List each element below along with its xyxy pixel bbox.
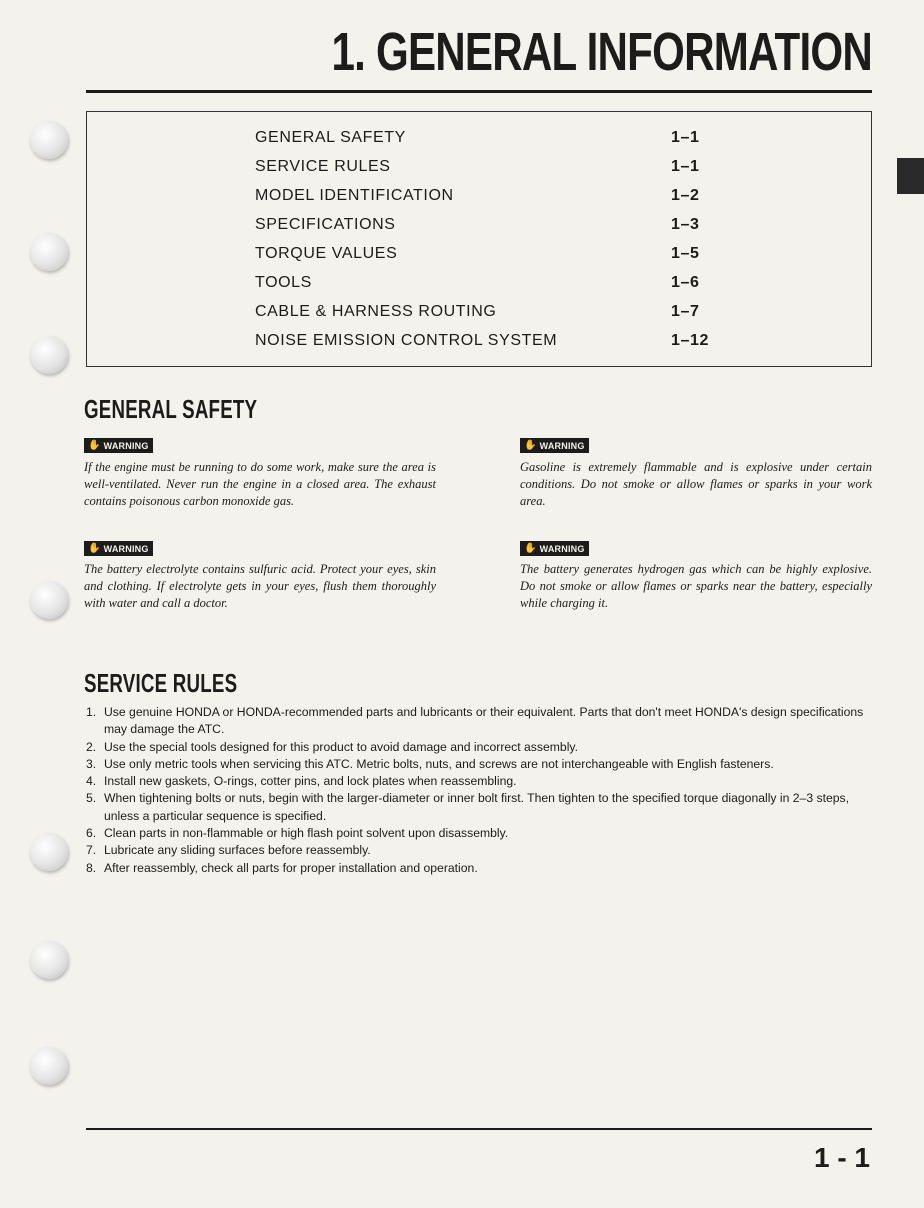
warning-badge (84, 541, 153, 556)
list-item-text: Clean parts in non-flammable or high flash point solvent upon disassembly. (104, 826, 509, 841)
service-rules-heading: SERVICE RULES (84, 668, 238, 698)
warning-label: WARNING (539, 440, 585, 451)
warning-label: WARNING (103, 440, 149, 451)
list-item-text: Use only metric tools when servicing this ATC. Metric bolts, nuts, and screws are not interchangeable with English fasteners. (104, 756, 774, 771)
punch-hole (30, 1047, 68, 1085)
toc-page: 1–2 (671, 187, 700, 204)
toc-label: TOOLS (255, 274, 312, 291)
list-item (86, 704, 886, 739)
toc-row (255, 332, 725, 358)
hand-warning-icon: ✋ (524, 542, 537, 554)
list-item (86, 860, 886, 877)
punch-hole (30, 121, 68, 159)
toc-page: 1–7 (671, 303, 700, 320)
chapter-edge-tab (897, 158, 924, 194)
list-item-number: 8. (86, 860, 97, 875)
warning-badge (84, 438, 153, 453)
warning-label: WARNING (103, 543, 149, 554)
toc-page: 1–1 (671, 129, 700, 146)
list-item-text: Lubricate any sliding surfaces before reassembly. (104, 843, 371, 858)
punch-hole (30, 581, 68, 619)
punch-hole (30, 833, 68, 871)
list-item-number: 1. (86, 705, 97, 719)
punch-hole (30, 941, 68, 979)
list-item (86, 756, 886, 773)
toc-row (255, 303, 725, 329)
footer-divider (86, 1128, 872, 1130)
warning-text: The battery generates hydrogen gas which can be highly explosive. Do not smoke or allow flames or sparks near the battery, especially while charging it. (520, 562, 872, 610)
hand-warning-icon: ✋ (524, 439, 537, 451)
punch-hole (30, 336, 68, 374)
list-item (86, 773, 886, 790)
hand-warning-icon: ✋ (88, 542, 101, 554)
toc-label: GENERAL SAFETY (255, 129, 406, 146)
page-number: 1 - 1 (813, 1142, 870, 1173)
toc-label: SERVICE RULES (255, 158, 391, 175)
punch-hole (30, 233, 68, 271)
warning-badge (520, 541, 589, 556)
list-item-text: Use the special tools designed for this product to avoid damage and incorrect assembly. (104, 739, 578, 754)
list-item-number: 5. (86, 791, 97, 806)
list-item-text: When tightening bolts or nuts, begin with the larger-diameter or inner bolt first. Then tighten to the specified torque diagonally in 2–3 steps, unless a particular sequence is specified. (104, 791, 850, 823)
list-item (86, 790, 886, 825)
toc-page: 1–1 (671, 158, 700, 175)
toc-page: 1–5 (671, 245, 700, 262)
toc-row (255, 187, 725, 213)
list-item-number: 2. (86, 739, 97, 754)
toc-label: NOISE EMISSION CONTROL SYSTEM (255, 332, 558, 349)
warning-label: WARNING (539, 543, 585, 554)
list-item (86, 842, 886, 859)
warning-text: The battery electrolyte contains sulfuric acid. Protect your eyes, skin and clothing. If electrolyte gets in your eyes, flush them thoroughly with water and call a doctor. (84, 562, 436, 610)
list-item-text: Install new gaskets, O-rings, cotter pins, and lock plates when reassembling. (104, 774, 517, 789)
list-item-number: 3. (86, 756, 97, 771)
toc-row (255, 216, 725, 242)
warning-badge (520, 438, 589, 453)
toc-label: MODEL IDENTIFICATION (255, 187, 454, 204)
list-item-number: 4. (86, 774, 97, 789)
toc-row (255, 129, 725, 155)
toc-page: 1–12 (671, 332, 709, 349)
chapter-title: 1. GENERAL INFORMATION (331, 22, 872, 82)
general-safety-heading: GENERAL SAFETY (84, 394, 258, 424)
list-item (86, 825, 886, 842)
list-item-number: 6. (86, 826, 97, 841)
toc-label: TORQUE VALUES (255, 245, 398, 262)
hand-warning-icon: ✋ (88, 439, 101, 451)
title-divider (86, 90, 872, 93)
toc-row (255, 158, 725, 184)
list-item (86, 739, 886, 756)
warning-text: Gasoline is extremely flammable and is explosive under certain conditions. Do not smoke or allow flames or sparks in your work area. (520, 460, 872, 508)
toc-page: 1–6 (671, 274, 700, 291)
toc-page: 1–3 (671, 216, 700, 233)
list-item-number: 7. (86, 843, 97, 858)
warning-text: If the engine must be running to do some work, make sure the area is well-ventilated. Never run the engine in a closed area. The exhaust contains poisonous carbon monoxide gas. (84, 460, 436, 508)
list-item-text: Use genuine HONDA or HONDA-recommended parts and lubricants or their equivalent. Parts that don't meet HONDA's design specifications may damage the ATC. (104, 705, 864, 737)
toc-label: CABLE & HARNESS ROUTING (255, 303, 497, 320)
toc-row (255, 274, 725, 300)
list-item-text: After reassembly, check all parts for proper installation and operation. (104, 860, 478, 875)
toc-label: SPECIFICATIONS (255, 216, 396, 233)
service-rules-list (86, 704, 886, 877)
toc-row (255, 245, 725, 271)
